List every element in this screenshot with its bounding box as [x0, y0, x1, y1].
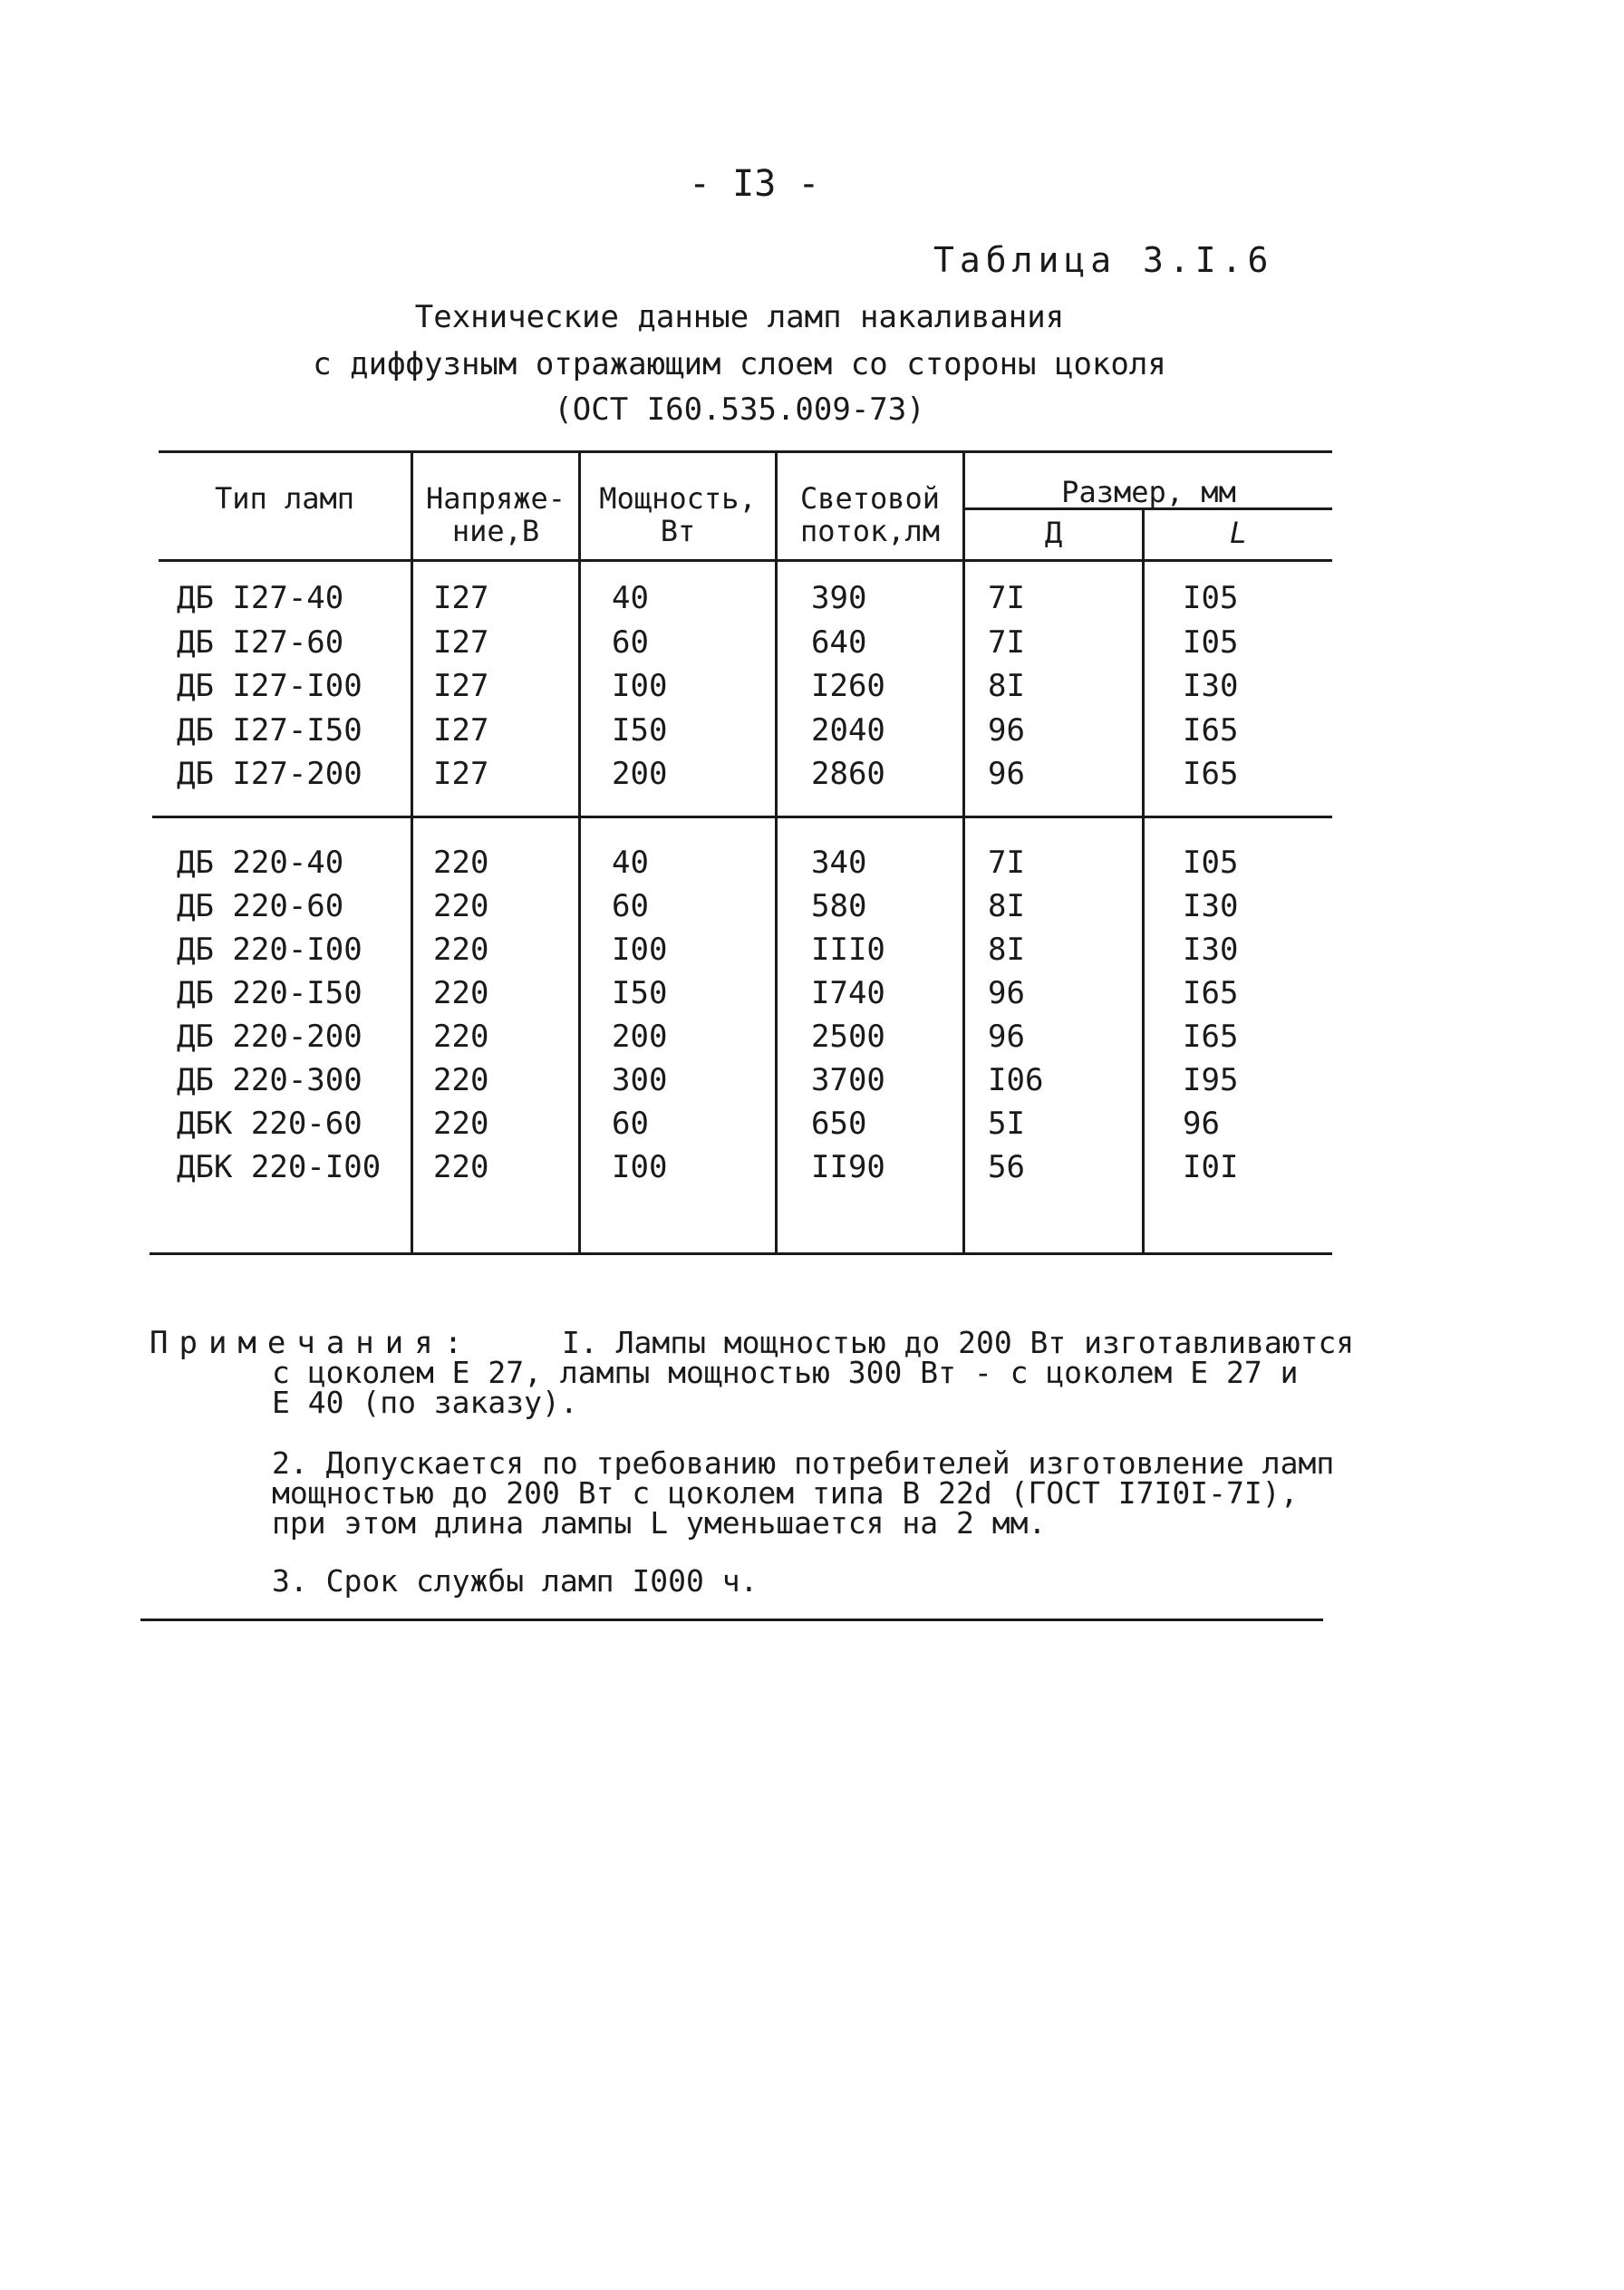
note-1-line-2: с цоколем Е 27, лампы мощностью 300 Вт - с цоколем Е 27 и [272, 1355, 1299, 1390]
power-cell: 200 [612, 756, 668, 792]
diameter-cell: 96 [988, 975, 1025, 1011]
length-cell: I0I [1183, 1149, 1239, 1185]
power-cell: I50 [612, 711, 668, 749]
page-number: - I3 - [689, 163, 820, 205]
diameter-cell: 7I [988, 845, 1025, 881]
flux-cell: 390 [811, 580, 867, 616]
note-3: 3. Срок службы ламп I000 ч. [272, 1563, 759, 1599]
diameter-cell: 7I [988, 580, 1025, 616]
header-type: Тип ламп [214, 481, 355, 516]
notes-caption: Примечания: [150, 1325, 474, 1361]
lamp-type-cell: ДБ I27-40 [177, 580, 344, 616]
header-voltage-line-2: ние,В [451, 514, 540, 548]
power-cell: 40 [612, 580, 649, 616]
voltage-cell: 220 [433, 1149, 489, 1185]
voltage-cell: 220 [433, 845, 489, 881]
power-cell: I50 [612, 975, 668, 1011]
voltage-cell: I27 [433, 668, 489, 704]
page-bottom-rule [140, 1618, 1323, 1621]
voltage-cell: I27 [433, 756, 489, 792]
diameter-cell: 96 [988, 711, 1025, 749]
power-cell: I00 [612, 1149, 668, 1185]
voltage-cell: I27 [433, 623, 489, 661]
length-cell: 96 [1183, 1106, 1220, 1142]
flux-cell: 650 [811, 1106, 867, 1142]
header-size: Размер, мм [1061, 475, 1236, 509]
diameter-cell: 7I [988, 623, 1025, 661]
voltage-cell: 220 [433, 1019, 489, 1055]
power-cell: 40 [612, 845, 649, 881]
lamp-type-cell: ДБ 220-300 [177, 1062, 362, 1098]
note-1-line-3: Е 40 (по заказу). [272, 1385, 578, 1420]
lamp-type-cell: ДБ I27-60 [177, 623, 344, 661]
lamp-type-cell: ДБ 220-40 [177, 845, 344, 881]
power-cell: I00 [612, 932, 668, 968]
header-power-line-2: Вт [660, 514, 696, 548]
flux-cell: I260 [811, 668, 885, 704]
table-top-rule [159, 450, 1332, 453]
note-2-line-2: мощностью до 200 Вт с цоколем типа В 22d (ГОСТ I7I0I-7I), [272, 1475, 1299, 1511]
power-cell: 60 [612, 888, 649, 924]
lamp-type-cell: ДБ I27-I00 [177, 668, 362, 704]
flux-cell: 3700 [811, 1062, 885, 1098]
note-1-line-1: I. Лампы мощностью до 200 Вт изготавливаются [562, 1325, 1355, 1360]
length-cell: I05 [1183, 845, 1239, 881]
length-cell: I65 [1183, 975, 1239, 1011]
voltage-cell: 220 [433, 975, 489, 1011]
length-cell: I30 [1183, 888, 1239, 924]
lamp-type-cell: ДБ 220-I00 [177, 932, 362, 968]
lamp-type-cell: ДБК 220-60 [177, 1106, 362, 1142]
column-divider-1 [411, 453, 413, 1252]
table-title-line-3: (ОСТ I60.535.009-73) [554, 391, 925, 428]
flux-cell: I740 [811, 975, 885, 1011]
header-voltage-line-1: Напряже- [425, 481, 566, 516]
power-cell: 300 [612, 1062, 668, 1098]
diameter-cell: 96 [988, 1019, 1025, 1055]
length-cell: I65 [1183, 1019, 1239, 1055]
group-separator-rule [152, 816, 1332, 818]
flux-cell: 580 [811, 888, 867, 924]
table-bottom-rule [150, 1252, 1332, 1255]
power-cell: 60 [612, 623, 649, 661]
table-title-line-2: с диффузным отражающим слоем со стороны цоколя [313, 346, 1166, 382]
diameter-cell: 8I [988, 668, 1025, 704]
flux-cell: 640 [811, 623, 867, 661]
column-divider-2 [578, 453, 581, 1252]
lamp-type-cell: ДБ I27-200 [177, 756, 362, 792]
length-cell: I05 [1183, 580, 1239, 616]
header-power-line-1: Мощность, [599, 481, 757, 516]
diameter-cell: 5I [988, 1106, 1025, 1142]
header-size-l: L [1229, 516, 1248, 550]
length-cell: I65 [1183, 711, 1239, 749]
header-size-d: Д [1044, 516, 1063, 550]
lamp-type-cell: ДБ 220-200 [177, 1019, 362, 1055]
flux-cell: 340 [811, 845, 867, 881]
length-cell: I65 [1183, 756, 1239, 792]
lamp-type-cell: ДБ 220-I50 [177, 975, 362, 1011]
column-divider-5 [1142, 509, 1145, 1252]
voltage-cell: 220 [433, 1106, 489, 1142]
header-flux-line-2: поток,лм [799, 514, 941, 548]
header-bottom-rule [159, 559, 1332, 562]
diameter-cell: I06 [988, 1062, 1044, 1098]
lamp-type-cell: ДБ I27-I50 [177, 711, 362, 749]
power-cell: I00 [612, 668, 668, 704]
table-title-line-1: Технические данные ламп накаливания [414, 299, 1065, 335]
length-cell: I95 [1183, 1062, 1239, 1098]
voltage-cell: 220 [433, 888, 489, 924]
diameter-cell: 8I [988, 932, 1025, 968]
power-cell: 60 [612, 1106, 649, 1142]
flux-cell: 2500 [811, 1019, 885, 1055]
lamp-type-cell: ДБ 220-60 [177, 888, 344, 924]
diameter-cell: 96 [988, 756, 1025, 792]
flux-cell: 2860 [811, 756, 885, 792]
flux-cell: 2040 [811, 711, 885, 749]
power-cell: 200 [612, 1019, 668, 1055]
diameter-cell: 56 [988, 1149, 1025, 1185]
column-divider-3 [775, 453, 778, 1252]
table-label: Таблица 3.I.6 [933, 240, 1274, 280]
voltage-cell: I27 [433, 711, 489, 749]
note-2-line-3: при этом длина лампы L уменьшается на 2 мм. [272, 1505, 1047, 1541]
voltage-cell: I27 [433, 580, 489, 616]
length-cell: I30 [1183, 932, 1239, 968]
voltage-cell: 220 [433, 932, 489, 968]
header-flux-line-1: Световой [799, 481, 941, 516]
length-cell: I05 [1183, 623, 1239, 661]
voltage-cell: 220 [433, 1062, 489, 1098]
column-divider-4 [962, 453, 965, 1252]
diameter-cell: 8I [988, 888, 1025, 924]
flux-cell: III0 [811, 932, 885, 968]
note-2-line-1: 2. Допускается по требованию потребителей изготовление ламп [272, 1445, 1335, 1481]
flux-cell: II90 [811, 1149, 885, 1185]
length-cell: I30 [1183, 668, 1239, 704]
lamp-type-cell: ДБК 220-I00 [177, 1149, 382, 1185]
